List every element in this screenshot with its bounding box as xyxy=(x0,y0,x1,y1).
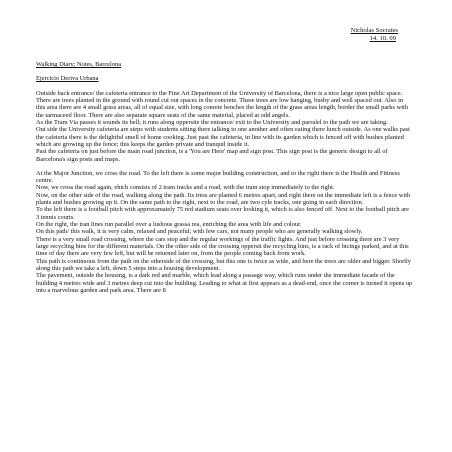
paragraph: Out side the University cafeteria are steps with students sitting there talking to one another and often eating there lunch outside. As one walks past the cafeteria there is the delightful smell of home cooking. Just past the cafeteria, in line with its garden which is fenced off with bushes planted which are growing up the fence; this keeps the garden private and tranquil inside it. xyxy=(36,126,410,149)
paragraph: On this path/ this walk, it is very calm, relaxed and peaceful; with few cars, not many people who are generally walking slowly. xyxy=(36,228,363,236)
paragraph: On the right, the tran lines run parallel over a lushous grassa rea, enriching the area with life and colour. xyxy=(36,221,302,229)
author-name: Nicholas Socrates xyxy=(350,27,398,34)
paragraph: Past the cafeteria on just before the main road junction, is a 'You are Here' map and sign post. This sign post is the generic design to all of Barcelona's sign posts and maps. xyxy=(36,148,388,163)
paragraph: Outside back entrance/ the cafeteria entrance to the Fine Art Department of the University of Barcelona, there is a nice large open public space. There are trees planted in the ground with round cut out spaces in the concrete. These trees are low hanging, bushy and well spaced out. Also in this area there are 4 small grass areas, all of equal size, with long conrete benches the length of the grass areas length, border the small parks with the tarmaceed floor. There are also separate square seats of the same material, placed at odd angels. xyxy=(36,89,408,119)
paragraph: The pavement, outside the housing, is a dark red and marble, which lead along a passage way, which runs under the immediate facade of the building 4 metres wide and 3 metres deep cut into the building. Leading to what at first appears as a dead-end, once the corner is turned it opens up into a marvelous garden and park area. There are 8 xyxy=(36,272,413,295)
paragraph: Now, on the other side of the road, walking along the path. Its tress are planted 6 metres apart, and right there on the immediate left is a fence with plants and bushes growing up it. On the same path to the right, next to the road, are two cyle tracks, one going in each direction. xyxy=(36,191,411,206)
paragraph: There is a very small road crossing, where the cars stop and the regular workings of the traffic lights. And just before crossing there are 3 very large recycling bins for the different materials. On the other side of the crossing oppersit the recycling bins, is a rack of bicings parked, and at this time of day there are very few left, but will be returned later on, from the people coming back from work. xyxy=(36,235,409,258)
paragraph: At the Major Junction, we cross the road. To the left there is some major building construction, and to the right there is the Health and Fittness centre. xyxy=(36,169,400,184)
paragraph: This path is continuous from the path on the otherside of the crossing, but this one is twice as wide, and here the trees are older and bigger. Shortly along this path we take a left, down 5 steps into a housing development. xyxy=(36,257,412,273)
paragraph: Now, we cross the road again, ehich consists of 2 tram tracks and a road, with the tram stop immediately to the right. xyxy=(36,184,335,192)
paragraph: As the Tram Via passes it sounds its bell; it runs along oppersite the entrance/ exit to the University and parralel to the path we are taking. xyxy=(36,119,388,127)
author-block xyxy=(351,27,398,43)
document-subtitle: Ejercicio Deriva Urbana xyxy=(36,75,99,83)
document-date: 14. 10. 09 xyxy=(369,35,396,42)
document-body xyxy=(36,61,413,294)
document-title: Walking Diary; Notes, Barcelona xyxy=(36,61,122,68)
paragraph: To the left there is a football pitch with approxamately 75 red stadium seats over looking it, which is also fenced off. Next to the football pitch are 3 tennis courts. xyxy=(36,206,410,221)
